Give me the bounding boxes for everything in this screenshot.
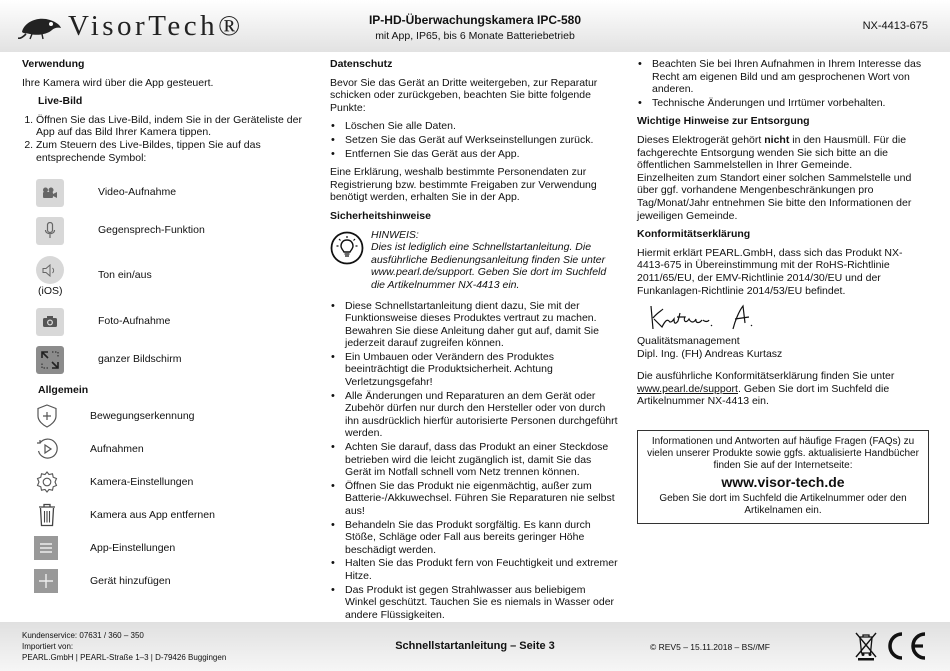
play-circle-icon (34, 436, 60, 462)
fullscreen-icon (36, 346, 64, 374)
list-item: • Behandeln Sie das Produkt sorgfältig. Es kann durch Stöße, Schläge oder Fall aus bereits geringer Höhe beschädigt werden. (330, 519, 618, 557)
hinweis-title: HINWEIS: (371, 228, 419, 241)
qm-name: Dipl. Ing. (FH) Andreas Kurtasz (637, 347, 783, 360)
customer-service: Kundenservice: 07631 / 360 – 350 (22, 631, 144, 640)
lightbulb-icon (330, 231, 364, 265)
icon-label: Kamera aus App entfernen (90, 509, 215, 522)
motion-shield-icon (34, 403, 60, 429)
general-icon-row (34, 501, 307, 529)
document-title-block (300, 13, 650, 43)
usage-intro: Ihre Kamera wird über die App gesteuert. (22, 76, 214, 89)
ios-note: (iOS) (38, 285, 63, 298)
page-header (0, 0, 950, 52)
column-privacy-safety (330, 58, 618, 671)
live-icon-row (36, 177, 307, 208)
trash-icon (34, 502, 60, 528)
list-item: • Entfernen Sie das Gerät aus der App. (330, 148, 618, 161)
importer-address: PEARL.GmbH | PEARL-Straße 1–3 | D-79426 Buggingen (22, 652, 227, 662)
compliance-marks (855, 631, 927, 661)
list-item: • Achten Sie darauf, dass das Produkt an einer Steckdose betrieben wird die leicht zugänglich ist, damit Sie das Gerät im Notfall schnell vom Netz trennen können. (330, 441, 618, 479)
icon-label: Kamera-Einstellungen (90, 476, 194, 489)
plus-icon (34, 569, 58, 593)
general-heading: Allgemein (38, 383, 89, 396)
list-item: • Diese Schnellstartanleitung dient dazu, Sie mit der Funktionsweise dieses Produktes vertraut zu machen. Bewahren Sie diese Anleitung daher gut auf, damit Sie jederzeit darauf zugreifen können. (330, 300, 618, 350)
speaker-icon (36, 256, 64, 284)
list-item: • Alle Änderungen und Reparaturen an dem Gerät oder Zubehör dürfen nur durch den Hersteller oder von durch ihn ausdrücklich hierfür autorisierte Personen durchgeführt werden. (330, 390, 618, 440)
disposal-paragraph (637, 134, 929, 172)
general-icon-row (34, 435, 307, 463)
privacy-note: Eine Erklärung, weshalb bestimmte Personendaten zur Registrierung bzw. bestimmte Freigaben zur Verwendung benötigt werden, erhalten Sie in der App. (330, 166, 597, 204)
disposal-text-c: in den Hausmüll. Für die fachgerechte Entsorgung wenden Sie sich bitte an die öffentlichen Sammelstellen in Ihrer Gemeinde. (637, 133, 907, 172)
general-icon-list (22, 402, 307, 595)
qm-title: Qualitätsmanagement (637, 335, 740, 348)
brand-logo (18, 10, 244, 42)
hinweis-text-block (371, 229, 618, 292)
video-camera-icon (36, 179, 64, 207)
icon-label: App-Einstellungen (90, 542, 176, 555)
icon-label: Bewegungserkennung (90, 410, 195, 423)
step-item: 2. Zum Steuern des Live-Bildes, tippen Sie auf das entsprechende Symbol: (36, 139, 307, 164)
icon-label: Video-Aufnahme (98, 186, 177, 199)
list-item: • Halten Sie das Produkt fern von Feuchtigkeit und extremer Hitze. (330, 557, 618, 582)
signature (647, 303, 929, 335)
revision-info: © REV5 – 15.11.2018 – BS//MF (650, 642, 770, 652)
handwritten-signature-icon (647, 303, 757, 333)
logo-text: VisorTech® (68, 9, 244, 42)
privacy-intro: Bevor Sie das Gerät an Dritte weitergeben, zur Reparatur schicken oder zurückgeben, beachten Sie bitte folgende Punkte: (330, 76, 598, 114)
list-item: • Technische Änderungen und Irrtümer vorbehalten. (637, 97, 929, 110)
faq-box (637, 430, 929, 524)
full-decl-text-a: Die ausführliche Konformitätserklärung finden Sie unter (637, 370, 895, 383)
full-decl-text-b: . Geben Sie dort im Suchfeld die Artikelnummer NX-4413 ein. (637, 382, 890, 408)
live-icon-list (22, 177, 307, 374)
disposal-details: Einzelheiten zum Standort einer solchen Sammelstelle und über ggf. vorhandene Mengenbeschränkungen pro Tag/Monat/Jahr entnehmen Sie bitte den Informationen der jeweiligen Gemeinde. (637, 171, 912, 222)
disposal-text-a: Dieses Elektrogerät gehört (637, 133, 765, 146)
icon-label: Gegensprech-Funktion (98, 224, 205, 237)
hinweis-text: Dies ist lediglich eine Schnellstartanleitung. Die ausführliche Bedienungsanleitung finden Sie unter www.pearl.de/support. Geben Sie dort im Suchfeld die Artikelnummer NX-4413 ein. (371, 241, 607, 291)
disposal-heading: Wichtige Hinweise zur Entsorgung (637, 115, 810, 128)
ce-mark-icon (883, 631, 927, 661)
page-label: Schnellstartanleitung – Seite 3 (395, 640, 555, 652)
hinweis-block (330, 229, 618, 292)
safety-list (330, 300, 618, 671)
faq-url[interactable]: www.visor-tech.de (721, 474, 845, 491)
conformity-heading: Konformitätserklärung (637, 228, 751, 241)
live-icon-row (36, 346, 307, 374)
list-item: • Das Produkt ist gegen Strahlwasser aus beliebigem Winkel geschützt. Tauchen Sie es niemals in Wasser oder andere Flüssigkeiten. (330, 584, 618, 622)
safety-heading: Sicherheitshinweise (330, 209, 431, 222)
notes-list (637, 58, 929, 109)
photo-camera-icon (36, 308, 64, 336)
microphone-icon (36, 217, 64, 245)
conformity-text: Hiermit erklärt PEARL.GmbH, dass sich das Produkt NX-4413-675 in Übereinstimmung mit der RoHS-Richtlinie 2011/65/EU, der EMV-Richtlinie 2014/30/EU und der Funkanlagen-Richtlinie 2014/53/EU befindet. (637, 246, 903, 297)
icon-label: Ton ein/aus (98, 268, 152, 281)
column-disposal-conformity (637, 58, 929, 524)
importer-label: Importiert von: (22, 641, 74, 651)
list-item: • Setzen Sie das Gerät auf Werkseinstellungen zurück. (330, 134, 618, 147)
list-item: • Beachten Sie bei Ihren Aufnahmen in Ihrem Interesse das Recht am eigenen Bild und am gesprochenen Wort von anderen. (637, 58, 929, 96)
live-icon-row (36, 256, 307, 284)
list-item: • Löschen Sie alle Daten. (330, 120, 618, 133)
general-icon-row (34, 402, 307, 430)
menu-icon (34, 536, 58, 560)
full-declaration (637, 370, 929, 408)
privacy-list (330, 120, 618, 160)
general-icon-row (34, 534, 307, 562)
icon-label: Aufnahmen (90, 443, 144, 456)
general-icon-row (34, 567, 307, 595)
live-icon-row (36, 215, 307, 246)
weee-bin-icon (855, 631, 877, 661)
step-item: 1. Öffnen Sie das Live-Bild, indem Sie in der Geräteliste der App auf das Bild Ihrer Kamera tippen. (36, 114, 307, 139)
usage-heading: Verwendung (22, 58, 85, 70)
column-usage (22, 58, 307, 595)
product-title: IP-HD-Überwachungskamera IPC-580 (368, 13, 582, 27)
icon-label: Foto-Aufnahme (98, 315, 171, 328)
list-item: • Ein Umbauen oder Verändern des Produktes beeinträchtigt die Produktsicherheit. Achtung Verletzungsgefahr! (330, 351, 618, 389)
page-footer (0, 622, 950, 671)
list-item: • Öffnen Sie das Produkt nie eigenmächtig, außer zum Batterie-/Akkuwechsel. Führen Sie Reparaturen nie selbst aus! (330, 480, 618, 518)
disposal-emphasis: nicht (764, 133, 790, 146)
support-link[interactable]: www.pearl.de/support (637, 382, 738, 395)
gear-icon (34, 469, 60, 495)
live-view-heading: Live-Bild (38, 95, 83, 108)
live-view-steps (22, 114, 307, 164)
faq-text: Informationen und Antworten auf häufige Fragen (FAQs) zu vielen unserer Produkte sowie ggfs. aktualisierte Handbücher finden Sie auf der Internetseite: (647, 436, 919, 472)
general-icon-row (34, 468, 307, 496)
product-subtitle: mit App, IP65, bis 6 Monate Batteriebetrieb (375, 30, 575, 43)
chameleon-logo-icon (18, 12, 64, 40)
article-number: NX-4413-675 (862, 20, 928, 32)
live-icon-row (36, 308, 307, 336)
faq-note: Geben Sie dort im Suchfeld die Artikelnummer oder den Artikelnamen ein. (659, 492, 907, 516)
footer-contact (22, 631, 226, 663)
icon-label: ganzer Bildschirm (98, 353, 182, 366)
icon-label: Gerät hinzufügen (90, 575, 171, 588)
privacy-heading: Datenschutz (330, 58, 393, 70)
